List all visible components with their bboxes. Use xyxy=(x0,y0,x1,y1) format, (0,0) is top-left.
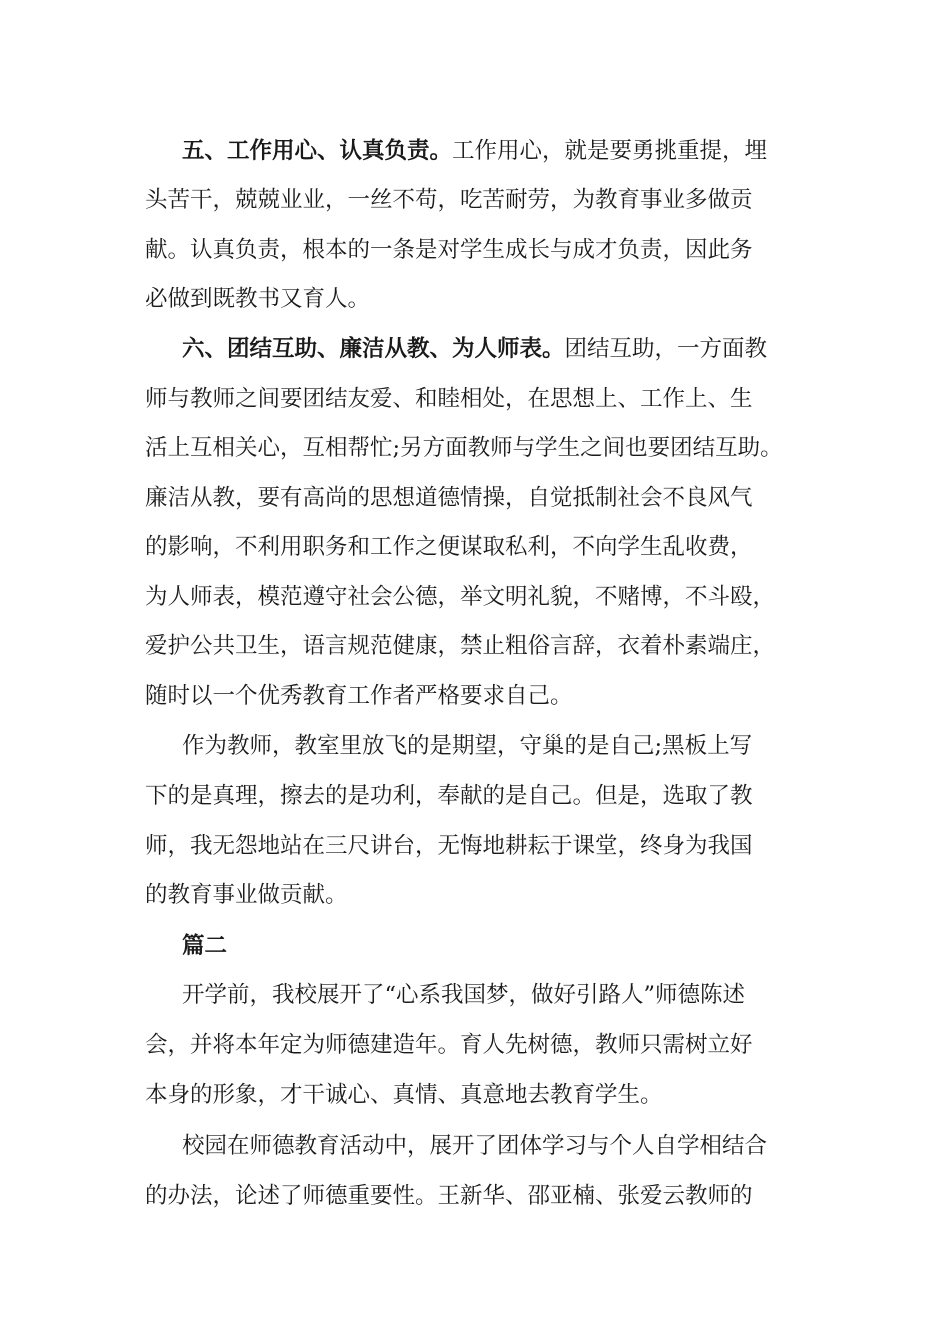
part2-heading: 篇二 xyxy=(182,933,228,959)
closing-line1: 作为教师，教室里放飞的是期望，守巢的是自己;黑板上写 xyxy=(182,733,753,759)
section5-line3: 献。认真负责，根本的一条是对学生成长与成才负责，因此务 xyxy=(145,237,753,263)
section6-line6: 为人师表，模范遵守社会公德，举文明礼貌，不赌博，不斗殴， xyxy=(145,584,776,610)
section6-line2: 师与教师之间要团结友爱、和睦相处，在思想上、工作上、生 xyxy=(145,386,753,412)
section6-line1-text: 团结互助，一方面教 xyxy=(564,336,768,362)
part2-p2-line2: 的办法，论述了师德重要性。王新华、邵亚楠、张爱云教师的 xyxy=(145,1183,753,1209)
closing-line2: 下的是真理，擦去的是功利，奉献的是自己。但是，选取了教 xyxy=(145,783,753,809)
section5-heading: 五、工作用心、认真负责。 xyxy=(182,138,453,164)
closing-line3: 师，我无怨地站在三尺讲台，无悔地耕耘于课堂，终身为我国 xyxy=(145,833,753,859)
section5-line1 xyxy=(182,131,767,171)
section6-line4: 廉洁从教，要有高尚的思想道德情操，自觉抵制社会不良风气 xyxy=(145,485,753,511)
part2-p1-line2: 会，并将本年定为师德建造年。育人先树德，教师只需树立好 xyxy=(145,1032,753,1058)
section5-line2: 头苦干，兢兢业业，一丝不苟，吃苦耐劳，为教育事业多做贡 xyxy=(145,187,753,213)
section6-line8: 随时以一个优秀教育工作者严格要求自己。 xyxy=(145,683,573,709)
section5-line4: 必做到既教书又育人。 xyxy=(145,286,371,312)
part2-p2-line1: 校园在师德教育活动中，展开了团体学习与个人自学相结合 xyxy=(182,1133,768,1159)
section6-line7: 爱护公共卫生，语言规范健康，禁止粗俗言辞，衣着朴素端庄， xyxy=(145,633,776,659)
section6-line5: 的影响，不利用职务和工作之便谋取私利，不向学生乱收费， xyxy=(145,534,753,560)
closing-line4: 的教育事业做贡献。 xyxy=(145,882,348,908)
section6-line1 xyxy=(182,329,767,369)
part2-p1-line1: 开学前，我校展开了“心系我国梦，做好引路人”师德陈述 xyxy=(182,982,746,1008)
section6-heading: 六、团结互助、廉洁从教、为人师表。 xyxy=(182,336,565,362)
part2-p1-line3: 本身的形象，才干诚心、真情、真意地去教育学生。 xyxy=(145,1082,663,1108)
section6-line3: 活上互相关心，互相帮忙;另方面教师与学生之间也要团结互助。 xyxy=(145,435,783,461)
section5-line1-text: 工作用心，就是要勇挑重提，埋 xyxy=(452,138,768,164)
